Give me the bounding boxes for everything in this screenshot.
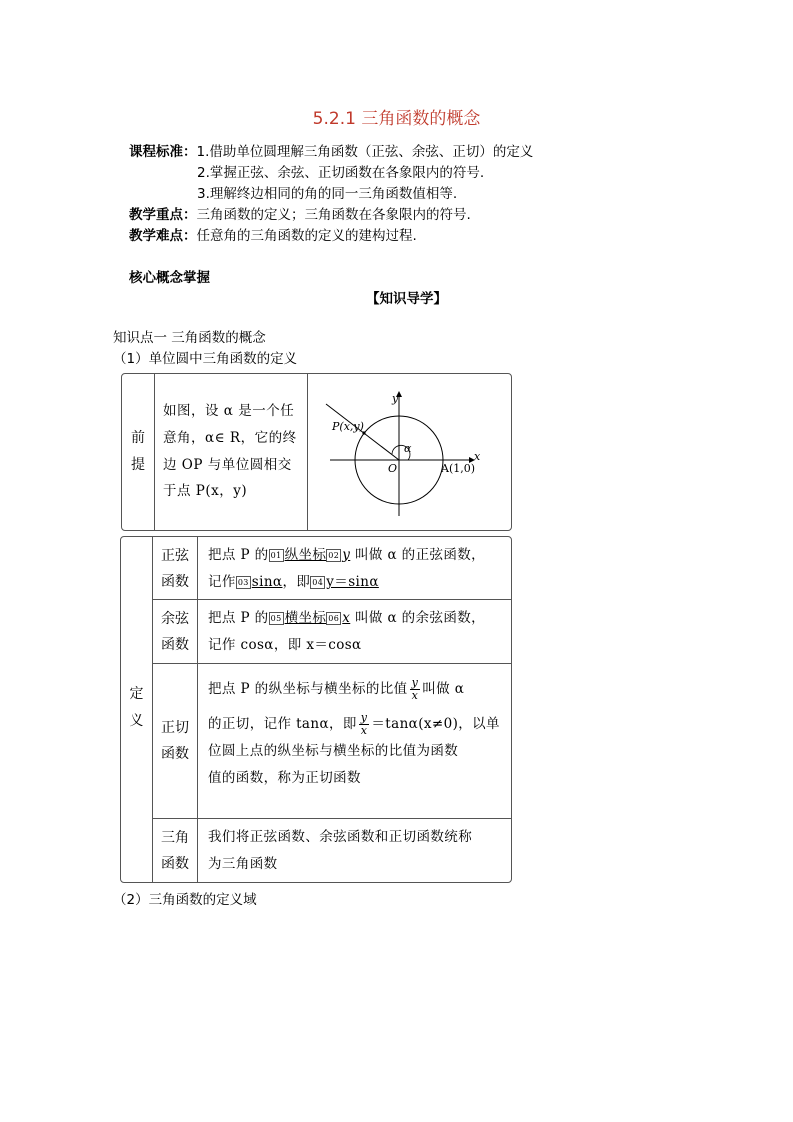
blank-tag-06: 06	[328, 614, 340, 623]
cosine-text-4: 叫做 α 的余弦函数，	[350, 610, 486, 626]
premise-header-cell	[122, 374, 155, 530]
key-points-label: 教学重点：	[129, 207, 197, 223]
cosine-name-cell	[153, 600, 198, 663]
standards-item-2: 2.掌握正弦、余弦、正切函数在各象限内的符号.	[197, 165, 485, 181]
sine-text-2: 纵坐标	[284, 547, 327, 563]
knowledge-guide-heading: 【知识导学】	[366, 291, 447, 307]
blank-tag-05: 05	[270, 614, 282, 623]
trig-functions-row	[153, 819, 511, 882]
sine-name-line-1: 正弦	[161, 548, 189, 564]
fraction-denominator: x	[411, 689, 419, 702]
cosine-text-2: 横坐标	[284, 610, 327, 626]
sine-description	[208, 542, 508, 596]
blank-tag-02: 02	[328, 551, 340, 560]
premise-text-cell	[155, 374, 308, 530]
tangent-text-6: 值的函数，称为正切函数	[208, 770, 361, 786]
definition-header-cell	[121, 537, 153, 882]
cosine-name-line-1: 余弦	[161, 611, 189, 627]
sine-text-5: 记作	[208, 574, 236, 590]
sine-text-7: ，即	[282, 574, 311, 590]
tangent-text-4: ＝tanα(x≠0)，以单	[371, 716, 500, 732]
standards-line-1	[129, 140, 533, 160]
page-title: 5.2.1 三角函数的概念	[312, 109, 481, 129]
tangent-fraction-2	[359, 712, 370, 737]
cosine-name-line-2: 函数	[161, 637, 189, 653]
tangent-name-line-2: 函数	[161, 746, 189, 762]
premise-table	[121, 373, 512, 531]
tangent-text-1: 把点 P 的纵坐标与横坐标的比值	[208, 681, 408, 697]
definition-table	[120, 536, 512, 883]
tangent-name-cell	[153, 664, 198, 818]
blank-tag-04: 04	[312, 578, 324, 587]
sine-text-4: 叫做 α 的正弦函数，	[350, 547, 486, 563]
fraction-numerator: y	[411, 676, 419, 689]
definition-header-char-1: 定	[129, 686, 144, 702]
standards-item-1: 1.借助单位圆理解三角函数（正弦、余弦、正切）的定义	[196, 144, 534, 160]
premise-text-line-3: 边 OP 与单位圆相交	[163, 457, 292, 473]
blank-tag-01: 01	[270, 551, 282, 560]
premise-text-line-2: 意角，α∈ R，它的终	[163, 430, 297, 446]
tangent-description	[208, 676, 508, 792]
sine-text-1: 把点 P 的	[208, 547, 269, 563]
tangent-text-5: 位圆上点的纵坐标与横坐标的比值为函数	[208, 743, 459, 759]
fraction-numerator: y	[360, 711, 368, 724]
label-a: A(1,0)	[441, 462, 476, 475]
key-points-line	[129, 203, 471, 223]
subsection-1-heading: （1）单位圆中三角函数的定义	[113, 351, 298, 367]
sine-row	[153, 537, 511, 600]
difficulties-text: 任意角的三角函数的定义的建构过程.	[196, 228, 417, 244]
definition-header-char-2: 义	[129, 713, 144, 729]
trig-name-cell	[153, 819, 198, 882]
trig-text-1: 我们将正弦函数、余弦函数和正切函数统称	[208, 829, 473, 845]
premise-text-line-1: 如图，设 α 是一个任	[163, 403, 295, 419]
sine-text-8: y＝sinα	[326, 574, 379, 590]
premise-header-char-2: 提	[131, 457, 145, 473]
tangent-fraction-1	[410, 677, 421, 702]
label-origin: O	[388, 462, 398, 475]
sine-name-line-2: 函数	[161, 574, 189, 590]
key-points-text: 三角函数的定义；三角函数在各象限内的符号.	[196, 207, 471, 223]
cosine-text-5: 记作 cosα，即 x＝cosα	[208, 637, 362, 653]
label-alpha: α	[404, 442, 412, 455]
core-concepts-heading: 核心概念掌握	[129, 270, 210, 286]
trig-name-line-2: 函数	[161, 856, 189, 872]
unit-circle-figure	[308, 374, 508, 530]
tangent-row	[153, 664, 511, 819]
sine-name-cell	[153, 537, 198, 599]
standards-label: 课程标准：	[129, 144, 197, 160]
tangent-name-line-1: 正切	[161, 720, 189, 736]
knowledge-point-heading: 知识点一 三角函数的概念	[113, 330, 266, 346]
premise-header-char-1: 前	[131, 430, 145, 446]
trig-name-line-1: 三角	[161, 830, 189, 846]
cosine-text-3: x	[342, 610, 351, 626]
subsection-2-heading: （2）三角函数的定义域	[113, 892, 257, 908]
tangent-text-3: 的正切，记作 tanα，即	[208, 716, 357, 732]
standards-item-3: 3.理解终边相同的角的同一三角函数值相等.	[197, 186, 458, 202]
trig-description	[208, 824, 508, 878]
label-x: x	[474, 450, 481, 463]
premise-text-line-4: 于点 P(x，y)	[163, 483, 248, 499]
label-y: y	[392, 392, 399, 405]
difficulties-line	[129, 224, 417, 244]
sine-text-3: y	[342, 547, 351, 563]
cosine-description	[208, 605, 508, 659]
cosine-text-1: 把点 P 的	[208, 610, 269, 626]
fraction-denominator: x	[360, 724, 368, 737]
tangent-text-2: 叫做 α	[422, 681, 465, 697]
cosine-row	[153, 600, 511, 664]
sine-text-6: sinα	[251, 574, 283, 590]
difficulties-label: 教学难点：	[129, 228, 197, 244]
label-p: P(x,y)	[332, 420, 364, 433]
trig-text-2: 为三角函数	[208, 856, 278, 872]
blank-tag-03: 03	[237, 578, 249, 587]
